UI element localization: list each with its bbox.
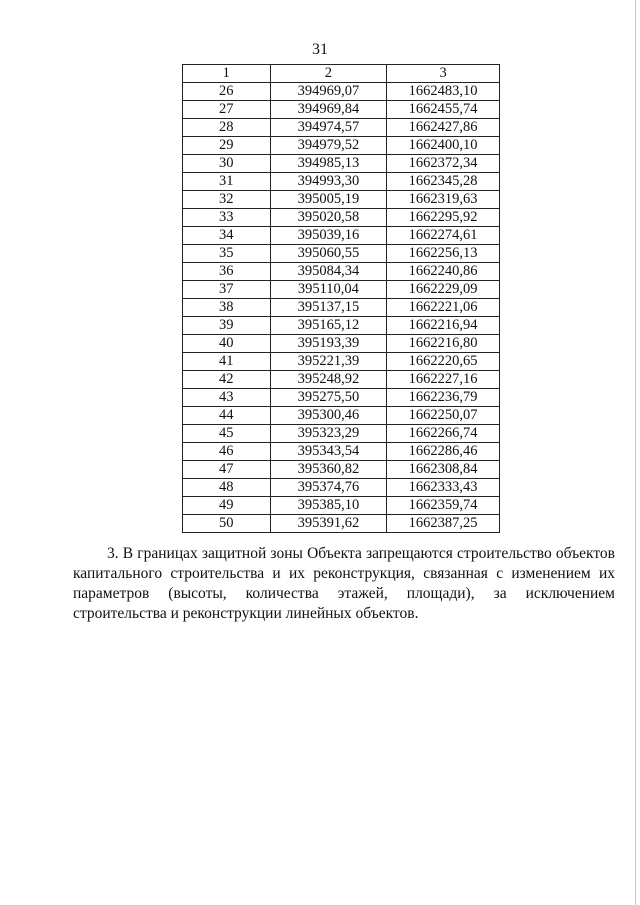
cell-x-coordinate: 395020,58 [270,209,387,227]
cell-point-number: 44 [183,407,271,425]
table-row [183,209,500,227]
table-row [183,515,500,533]
cell-point-number: 49 [183,497,271,515]
cell-x-coordinate: 395391,62 [270,515,387,533]
coordinates-table [182,64,500,533]
table-header-row [183,65,500,83]
cell-y-coordinate: 1662359,74 [387,497,500,515]
cell-x-coordinate: 395360,82 [270,461,387,479]
cell-y-coordinate: 1662295,92 [387,209,500,227]
table-row [183,155,500,173]
cell-x-coordinate: 395039,16 [270,227,387,245]
cell-y-coordinate: 1662236,79 [387,389,500,407]
table-row [183,245,500,263]
cell-point-number: 36 [183,263,271,281]
cell-point-number: 38 [183,299,271,317]
cell-y-coordinate: 1662372,34 [387,155,500,173]
cell-x-coordinate: 395374,76 [270,479,387,497]
table-row [183,389,500,407]
cell-x-coordinate: 394979,52 [270,137,387,155]
cell-point-number: 47 [183,461,271,479]
cell-y-coordinate: 1662455,74 [387,101,500,119]
cell-point-number: 39 [183,317,271,335]
cell-point-number: 27 [183,101,271,119]
table-row [183,227,500,245]
cell-point-number: 32 [183,191,271,209]
cell-x-coordinate: 394969,84 [270,101,387,119]
cell-x-coordinate: 395221,39 [270,353,387,371]
cell-point-number: 33 [183,209,271,227]
table-row [183,461,500,479]
cell-y-coordinate: 1662427,86 [387,119,500,137]
cell-x-coordinate: 395248,92 [270,371,387,389]
cell-y-coordinate: 1662345,28 [387,173,500,191]
cell-point-number: 34 [183,227,271,245]
cell-x-coordinate: 394993,30 [270,173,387,191]
cell-x-coordinate: 395193,39 [270,335,387,353]
cell-point-number: 45 [183,425,271,443]
cell-point-number: 29 [183,137,271,155]
cell-point-number: 35 [183,245,271,263]
cell-x-coordinate: 395110,04 [270,281,387,299]
table-row [183,443,500,461]
table-row [183,101,500,119]
table-row [183,317,500,335]
table-row [183,353,500,371]
cell-point-number: 50 [183,515,271,533]
cell-x-coordinate: 395084,34 [270,263,387,281]
cell-y-coordinate: 1662483,10 [387,83,500,101]
page-number: 31 [312,41,328,58]
table-row [183,137,500,155]
cell-y-coordinate: 1662229,09 [387,281,500,299]
cell-x-coordinate: 395385,10 [270,497,387,515]
cell-point-number: 42 [183,371,271,389]
table-row [183,191,500,209]
table-row [183,497,500,515]
cell-point-number: 37 [183,281,271,299]
cell-y-coordinate: 1662266,74 [387,425,500,443]
cell-point-number: 28 [183,119,271,137]
cell-y-coordinate: 1662216,94 [387,317,500,335]
cell-x-coordinate: 395300,46 [270,407,387,425]
cell-y-coordinate: 1662333,43 [387,479,500,497]
cell-y-coordinate: 1662221,06 [387,299,500,317]
cell-y-coordinate: 1662256,13 [387,245,500,263]
cell-x-coordinate: 395060,55 [270,245,387,263]
table-row [183,425,500,443]
cell-y-coordinate: 1662216,80 [387,335,500,353]
cell-x-coordinate: 394985,13 [270,155,387,173]
paragraph-text: 3. В границах защитной зоны Объекта запрещаются строительство объектов капитального строительства и их реконструкция, связанная с изменением их параметров (высоты, количества этажей, площади), за исключением строительства и реконструкции линейных объектов. [73,545,615,622]
cell-point-number: 31 [183,173,271,191]
scan-edge-line [635,0,636,905]
cell-point-number: 46 [183,443,271,461]
cell-point-number: 30 [183,155,271,173]
table-row [183,407,500,425]
cell-x-coordinate: 394969,07 [270,83,387,101]
cell-y-coordinate: 1662387,25 [387,515,500,533]
cell-y-coordinate: 1662220,65 [387,353,500,371]
cell-y-coordinate: 1662250,07 [387,407,500,425]
cell-y-coordinate: 1662319,63 [387,191,500,209]
cell-y-coordinate: 1662274,61 [387,227,500,245]
cell-y-coordinate: 1662240,86 [387,263,500,281]
column-header-x: 2 [270,65,387,83]
cell-y-coordinate: 1662400,10 [387,137,500,155]
table-row [183,371,500,389]
table-row [183,281,500,299]
cell-x-coordinate: 395137,15 [270,299,387,317]
table-row [183,83,500,101]
cell-x-coordinate: 394974,57 [270,119,387,137]
table-row [183,479,500,497]
cell-y-coordinate: 1662286,46 [387,443,500,461]
cell-y-coordinate: 1662227,16 [387,371,500,389]
table-row [183,335,500,353]
cell-x-coordinate: 395275,50 [270,389,387,407]
restriction-paragraph [73,544,615,624]
cell-y-coordinate: 1662308,84 [387,461,500,479]
table-row [183,119,500,137]
cell-point-number: 26 [183,83,271,101]
cell-point-number: 48 [183,479,271,497]
column-header-y: 3 [387,65,500,83]
cell-point-number: 43 [183,389,271,407]
table-row [183,299,500,317]
cell-x-coordinate: 395005,19 [270,191,387,209]
cell-x-coordinate: 395343,54 [270,443,387,461]
table-row [183,173,500,191]
cell-x-coordinate: 395165,12 [270,317,387,335]
column-header-point: 1 [183,65,271,83]
table-row [183,263,500,281]
cell-x-coordinate: 395323,29 [270,425,387,443]
cell-point-number: 41 [183,353,271,371]
cell-point-number: 40 [183,335,271,353]
